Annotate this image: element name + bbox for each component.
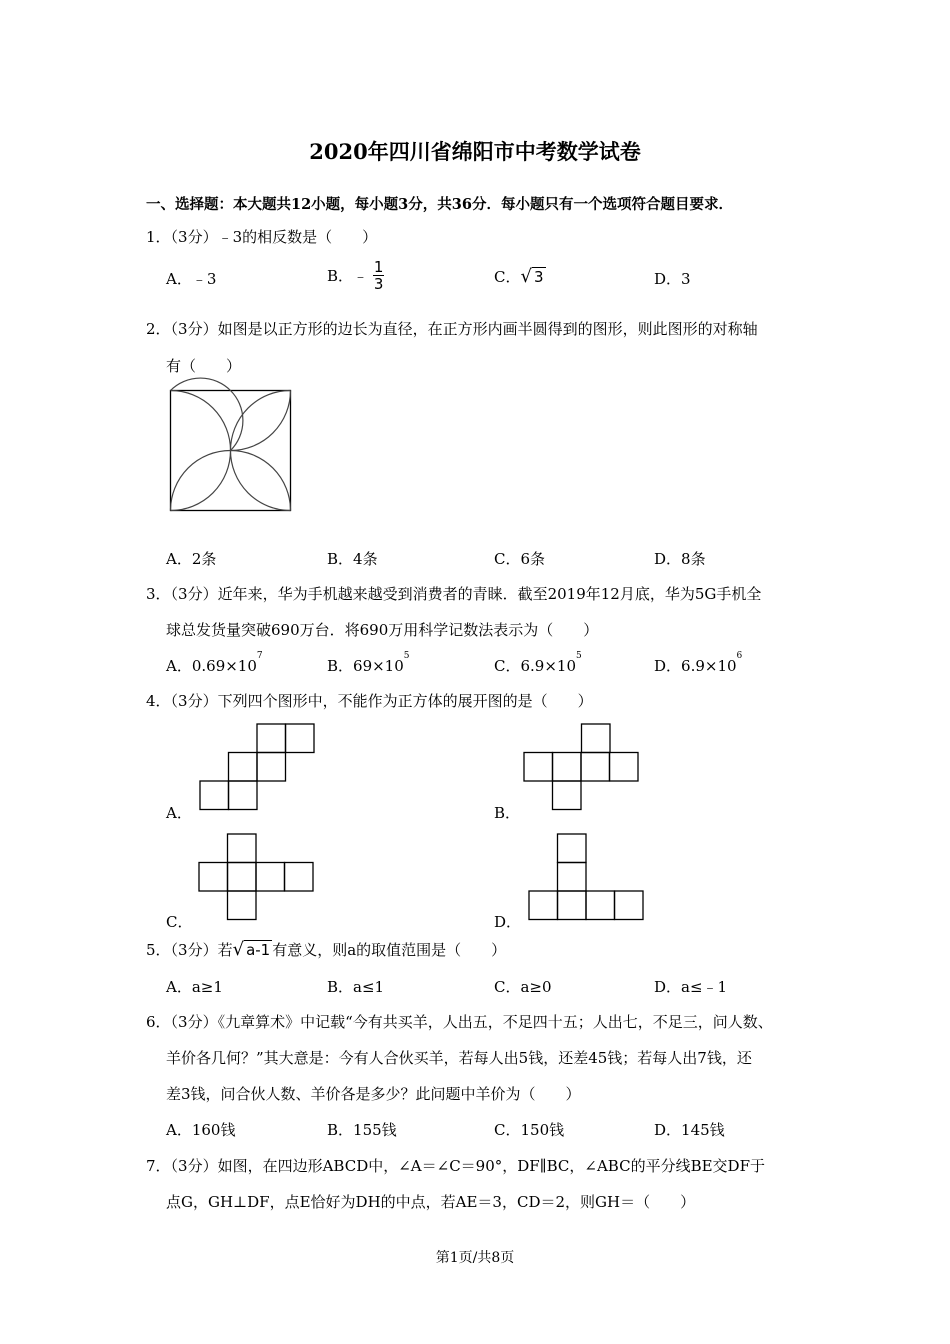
q2-option-b: B．4条: [327, 550, 378, 568]
question-3-line-2: 球总发货量突破690万台．将690万用科学记数法表示为（ ）: [166, 621, 599, 639]
cube-net-d: [528, 833, 645, 923]
q3-option-d: D．$6.9\times 10^6$: [654, 651, 743, 675]
page-title: 2020年四川省绵阳市中考数学试卷: [309, 139, 641, 164]
q2-option-c: C．6条: [494, 550, 546, 568]
q6-option-b: B．155钱: [327, 1121, 397, 1139]
question-7-line-2: 点G，GH⊥DF，点E恰好为DH的中点，若AE＝3，CD＝2，则GH＝（ ）: [166, 1193, 696, 1211]
question-2-line-1: 2．（3分）如图是以正方形的边长为直径，在正方形内画半圆得到的图形，则此图形的对称轴: [146, 320, 758, 338]
q4-option-d: D．: [494, 913, 522, 931]
q1-option-b: B．﹣ $\frac{1}{3}$: [327, 258, 384, 293]
q6-option-c: C．150钱: [494, 1121, 565, 1139]
q1-option-a: A．﹣3: [166, 270, 217, 288]
question-6-line-3: 差3钱，问合伙人数、羊价各是多少？此问题中羊价为（ ）: [166, 1085, 581, 1103]
question-4-text: 4．（3分）下列四个图形中，不能作为正方体的展开图的是（ ）: [146, 692, 593, 710]
section-heading: 一、选择题：本大题共12小题，每小题3分，共36分．每小题只有一个选项符合题目要求．: [146, 196, 733, 213]
question-6-line-1: 6．（3分）《九章算术》中记载“今有共买羊，人出五，不足四十五；人出七，不足三，问人数、: [146, 1013, 773, 1031]
q5-option-d: D．a≤﹣1: [654, 978, 728, 996]
q5-option-a: A．a≥1: [166, 978, 223, 996]
page-footer: 第1页/共8页: [435, 1250, 515, 1266]
q5-option-c: C．a≥0: [494, 978, 552, 996]
question-3-line-1: 3．（3分）近年来，华为手机越来越受到消费者的青睐．截至2019年12月底，华为5G手机全: [146, 585, 762, 603]
q5-option-b: B．a≤1: [327, 978, 385, 996]
q6-option-d: D．145钱: [654, 1121, 725, 1139]
q3-option-c: C．$6.9\times 10^5$: [494, 651, 582, 675]
q4-option-c: C．: [166, 913, 193, 931]
question-7-line-1: 7．（3分）如图，在四边形ABCD中，∠A＝∠C＝90°，DF∥BC，∠ABC的平分线BE交DF于: [146, 1157, 765, 1175]
q1-option-c: C．√ 3: [494, 266, 544, 287]
q2-option-d: D．8条: [654, 550, 706, 568]
cube-net-c: [198, 833, 315, 923]
question-6-line-2: 羊价各几何？”其大意是：今有人合伙买羊，若每人出5钱，还差45钱；若每人出7钱，还: [166, 1049, 752, 1067]
radical-sign-icon: √: [520, 266, 532, 287]
question-2-line-2: 有（ ）: [166, 357, 242, 375]
square-semicircles-figure: [170, 390, 291, 511]
q3-option-a: A．$0.69\times 10^7$: [166, 651, 263, 675]
q1-option-b-fraction: $\frac{1}{3}$: [373, 258, 384, 293]
q4-option-a: A．: [166, 804, 192, 822]
q2-option-a: A．2条: [166, 550, 217, 568]
q6-option-a: A．160钱: [166, 1121, 236, 1139]
q3-option-b: B．$69\times 10^5$: [327, 651, 410, 675]
cube-net-a: [199, 723, 315, 813]
cube-net-b: [523, 723, 640, 813]
question-1-text: 1．（3分）﹣3的相反数是（ ）: [146, 228, 378, 246]
radical-sign-icon: √: [232, 939, 245, 960]
q1-option-d: D．3: [654, 270, 691, 288]
question-5-text: 5．（3分）若√ a-1 有意义，则a的取值范围是（ ）: [146, 939, 507, 960]
q4-option-b: B．: [494, 804, 521, 822]
